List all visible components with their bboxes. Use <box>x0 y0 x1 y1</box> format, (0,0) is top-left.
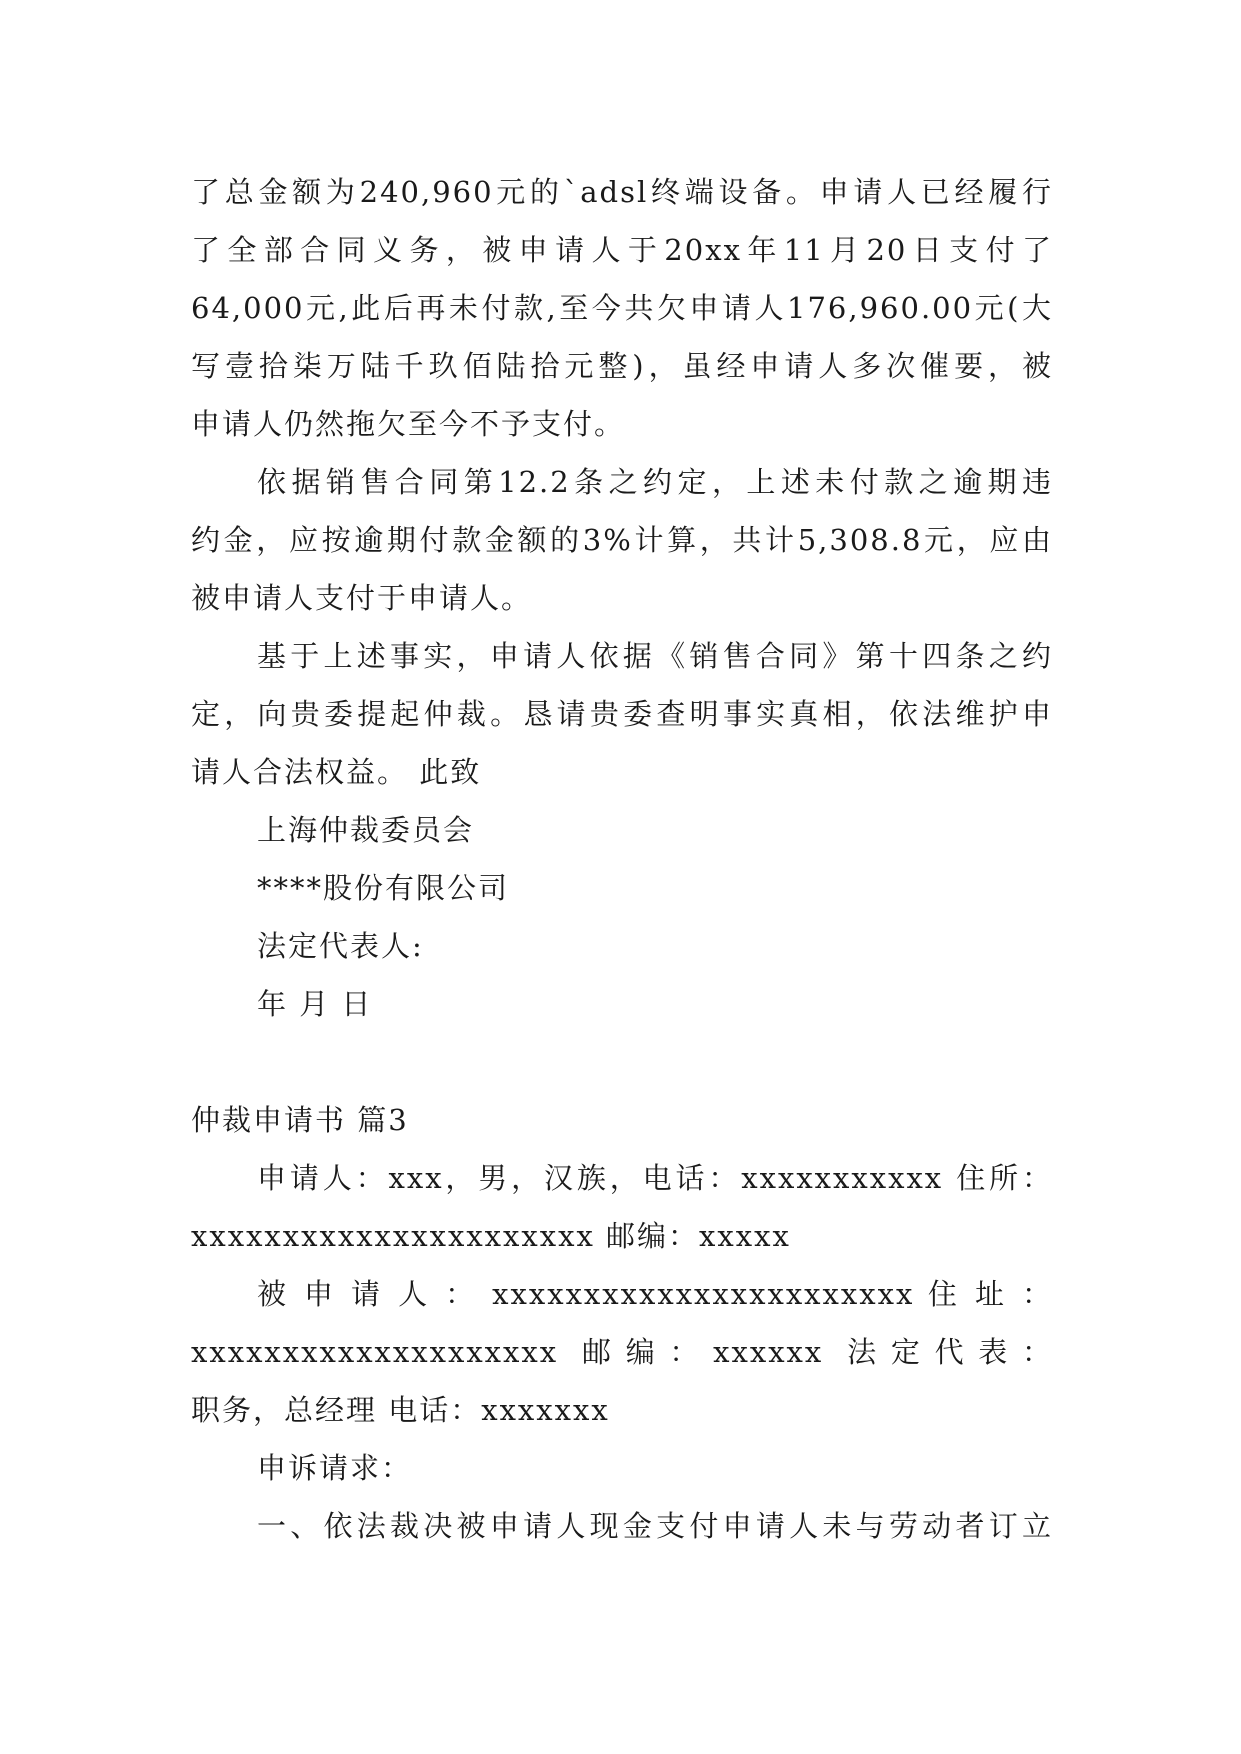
respondent-info <box>191 1265 1053 1439</box>
date-line: 年 月 日 <box>257 987 373 1021</box>
text-line: 64,000元,此后再未付款,至今共欠申请人176,960.00元(大 <box>191 291 1053 325</box>
text-line: xxxxxxxxxxxxxxxxxxxxxx 邮编：xxxxx <box>191 1219 791 1253</box>
text-line: 职务，总经理 电话：xxxxxxx <box>191 1393 610 1427</box>
paragraph-penalty <box>191 453 1053 627</box>
text-line: 定，向贵委提起仲裁。恳请贵委查明事实真相，依法维护申 <box>191 697 1053 731</box>
text-line: 写壹拾柒万陆千玖佰陆拾元整)，虽经申请人多次催要，被 <box>191 349 1053 383</box>
company-name: ****股份有限公司 <box>257 871 510 905</box>
text-line: 了总金额为240,960元的`adsl终端设备。申请人已经履行 <box>191 175 1053 209</box>
claim-item: 一、依法裁决被申请人现金支付申请人未与劳动者订立 <box>257 1509 1053 1543</box>
text-line: 被 申 请 人 ： xxxxxxxxxxxxxxxxxxxxxxx 住 址 ： <box>257 1277 1053 1311</box>
text-line: 基于上述事实，申请人依据《销售合同》第十四条之约 <box>257 639 1053 673</box>
section-3 <box>191 1091 1053 1555</box>
text-line: 请人合法权益。 此致 <box>191 755 482 789</box>
closing-block <box>191 801 1053 1033</box>
text-line: 申请人：xxx，男，汉族，电话：xxxxxxxxxxx 住所： <box>257 1161 1053 1195</box>
text-line: 约金，应按逾期付款金额的3%计算，共计5,308.8元，应由 <box>191 523 1053 557</box>
text-line: 被申请人支付于申请人。 <box>191 581 533 615</box>
claims-label: 申诉请求： <box>257 1451 413 1485</box>
document-page <box>191 163 1053 1555</box>
spacer <box>191 1033 1053 1091</box>
text-line: xxxxxxxxxxxxxxxxxxxx 邮编：xxxxxx 法定代表： <box>191 1335 1053 1369</box>
recipient: 上海仲裁委员会 <box>257 813 475 847</box>
text-line: 了全部合同义务，被申请人于20xx年11月20日支付了 <box>191 233 1053 267</box>
paragraph-arbitration-request <box>191 627 1053 801</box>
applicant-info <box>191 1149 1053 1265</box>
section-heading: 仲裁申请书 篇3 <box>191 1103 409 1137</box>
text-line: 申请人仍然拖欠至今不予支付。 <box>191 407 626 441</box>
paragraph-contract-payment <box>191 163 1053 453</box>
legal-representative: 法定代表人: <box>257 929 424 963</box>
text-line: 依据销售合同第12.2条之约定，上述未付款之逾期违 <box>257 465 1053 499</box>
